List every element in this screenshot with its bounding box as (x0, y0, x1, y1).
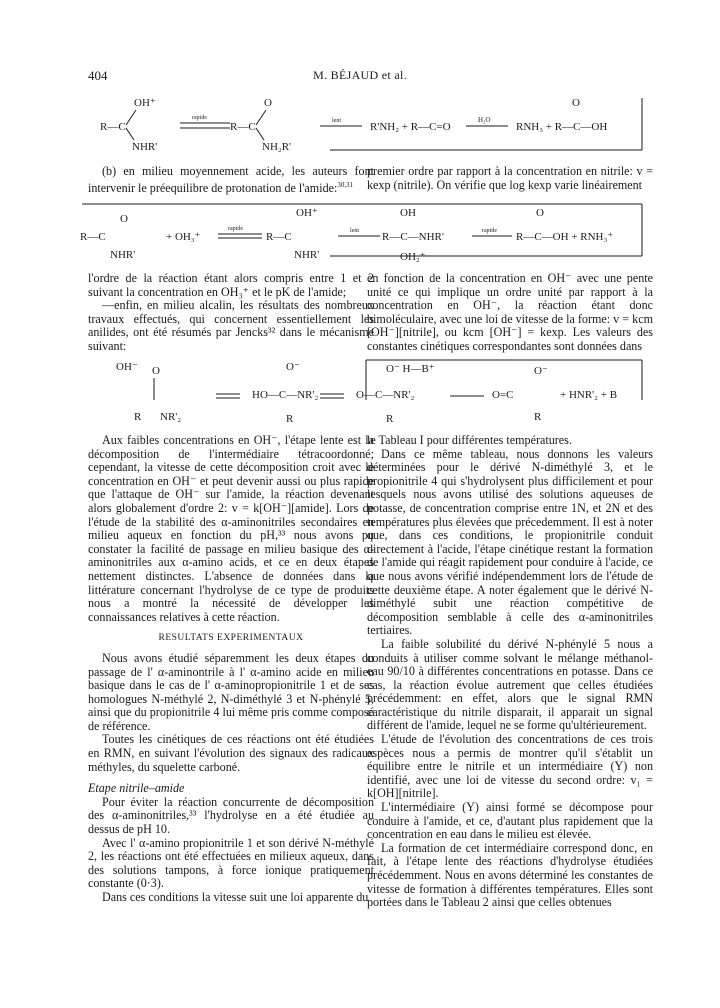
scheme2-label: O (536, 207, 544, 219)
scheme3-label: O⁻ (286, 361, 300, 373)
paragraph-text: —enfin, en milieu alcalin, les résultats des nombreux travaux effectués, qui concernent essentiellement les anilides, ont été résumés par Jencks³² dans le mécanisme suivant: (88, 298, 374, 353)
bond (126, 128, 134, 140)
scheme2-label: OH⁺ (296, 207, 318, 219)
scheme1-label: O (264, 97, 272, 109)
paragraph-text: Nous avons étudié séparemment les deux étapes du passage de l' α-aminontrile à l' α-amino acide en milieu basique dans le cas de l' α-aminopropionitrile 1 et de ses homologues N-méthylé 2, N-diméthylé 3 et N-phénylé 5, ainsi que du propionitrile 4 lui même pris comme composé de référence. (88, 650, 374, 733)
scheme2-label: lent (350, 228, 359, 234)
bond (126, 110, 136, 125)
scheme3-label: R (534, 411, 542, 423)
scheme1-label: H₂O (478, 116, 491, 124)
scheme3-label: O=C (492, 389, 514, 401)
subsection-heading: Etape nitrile–amide (88, 781, 185, 796)
scheme3-label: O⁻ H—B⁺ (386, 363, 435, 375)
paragraph-text: Dans ce même tableau, nous donnons les valeurs déterminées pour le dérivé N-diméthylé 3, et le propionitrile 4 qui s'hydrolysent plus difficilement et pour lesquels nous avons utilisé des solutions aqueuses de potasse, de concentration comprise entre 1N, et 2N et des températures plus élevées que précedemment. Il est à noter que, dans ces conditions, le propionitrile conduit directement à l'acide, l'étape cinétique restant la formation de l'amide qui réagit rapidement pour conduire à l'acide, ce que nous avons vérifié indépendemment lors de l'étude de cette deuxième étape. A noter également que le dérivé N-diméthylé subit une réaction compétitive de décomposition semblable à celle des α-aminonitriles tertiaires. (367, 446, 653, 638)
paragraph-text: Toutes les cinétiques de ces réactions ont été étudiées en RMN, en suivant l'évolution des signaux des radicaux méthyles, du squelette carboné. (88, 732, 374, 774)
scheme3-label: OH⁻ (116, 361, 138, 373)
scheme3-label: + HNR'₂ + B (560, 389, 618, 401)
scheme3-label: O (152, 365, 160, 377)
right-column (367, 434, 653, 910)
scheme1-label: R'NH₂ + R—C=O (370, 121, 451, 133)
paragraph-text: premier ordre par rapport à la concentration en nitrile: v = kexp (nitrile). On vérifie que log kexp varie linéairement (367, 164, 653, 192)
page-number: 404 (88, 68, 108, 83)
scheme3-label: R (134, 411, 142, 423)
middle-left (88, 272, 374, 354)
reaction-scheme-3 (80, 356, 650, 428)
bond (256, 128, 264, 140)
scheme1-label: R—C (230, 121, 256, 133)
reaction-scheme-2 (80, 198, 650, 262)
scheme3-label: O—C—NR'₂ (356, 389, 415, 401)
scheme3-label: HO—C—NR'₂ (252, 389, 319, 401)
scheme2-label: rapide (482, 228, 497, 234)
paragraph-text: en fonction de la concentration en OH⁻ avec une pente unité ce qui implique un ordre unité par rapport à la concentration en OH⁻, la réaction étant donc bimoléculaire, avec une loi de vitesse de la forme: v = kcm [OH⁻][nitrile], ou kcm [OH⁻] = kexp. Les valeurs des constantes cinétiques correspondantes sont données dans (367, 271, 653, 353)
left-column (88, 434, 374, 905)
scheme2-label: O (120, 213, 128, 225)
scheme2-label: R—C (266, 231, 292, 243)
bond (256, 110, 266, 125)
scheme1-label: R—C (100, 121, 126, 133)
paragraph-text: (b) en milieu moyennement acide, les auteurs font intervenir le préequilibre de protonation de l'amide: (88, 164, 374, 195)
scheme1-label: lent (332, 118, 341, 124)
paragraph-text: Avec l' α-amino propionitrile 1 et son dérivé N-méthylé 2, les réactions ont été effectuées en milieux aqueux, dans des solutions tampons, à force ionique pratiquement constante (0·3). (88, 835, 374, 891)
paragraph-text: Pour éviter la réaction concurrente de décomposition des α-aminonitriles,³³ l'hydrolyse en a été étudiée au dessus de pH 10. (88, 794, 374, 837)
scheme1-label: OH⁺ (134, 97, 156, 109)
scheme2-label: R—C—NHR' (382, 231, 444, 243)
scheme1-label: NH₂R' (262, 141, 292, 153)
paragraph-text: La formation de cet intermédiaire correspond donc, en fait, à l'étape lente des réactions d'hydrolyse étudiées précédemment. Nous en avons déterminé les constantes de vitesse de formation à différentes températures. Elles sont portées dans le Tableau 2 ainsi que celles obtenues (367, 840, 653, 910)
scheme1-label: rapide (192, 115, 207, 121)
reference-superscript: 30,31 (337, 180, 354, 189)
scheme2-label: R—C (80, 231, 106, 243)
scheme1-label: NHR' (132, 141, 158, 153)
paragraph-text: L'étude de l'évolution des concentrations de ces trois espèces nous a permis de montrer qu'il s'établit un équilibre entre le nitrile et un intermédiaire (Y) non identifié, avec une loi de vitesse du second ordre: v₁ = k[OH][nitrile]. (367, 732, 653, 801)
intro-right (367, 165, 653, 192)
scheme3-label: R (386, 413, 394, 425)
scheme2-label: NHR' (294, 249, 320, 261)
scheme2-label: R—C—OH + RNH₃⁺ (516, 231, 614, 243)
intro-left (88, 165, 374, 195)
paragraph-text: Aux faibles concentrations en OH⁻, l'étape lente est la décomposition de l'intermédiaire tétracoordonné; cependant, la vitesse de cette décomposition croit avec le concentration en OH⁻ et peut devenir aussi ou plus rapide que l'attaque de OH⁻ sur l'amide, la réaction devenant alors globalement d'ordre 2: v = k[OH⁻][amide]. Lors de l'étude de la stabilité des α-aminonitriles secondaires en milieu aqueux en fonction du pH,³³ nous avons pu constater la facilité de passage en milieu basique des α-aminonitriles aux α-amino acids, et ce en deux étapes nettement distinctes. L'absence de données dans la littérature concernant l'hydrolyse de ce type de produits nous a montré la nécessité de développer les connaissances relatives à cette réaction. (88, 433, 374, 624)
scheme2-label: + OH₃⁺ (166, 231, 201, 243)
section-heading: RESULTATS EXPERIMENTAUX (158, 633, 304, 644)
paragraph-text: Dans ces conditions la vitesse suit une loi apparente du (102, 890, 369, 904)
paragraph-text: L'intermédiaire (Y) ainsi formé se décompose pour conduire à l'amide, et ce, d'autant plus rapidement que la concentration en eau dans le milieu est élevée. (367, 800, 653, 842)
scheme2-label: OH (400, 207, 416, 219)
paragraph-text: l'ordre de la réaction étant alors compris entre 1 et 2 suivant la concentration en OH₃⁺ et le pK de l'amide; (88, 271, 374, 299)
middle-right (367, 272, 653, 354)
scheme1-label: O (572, 97, 580, 109)
scheme2-label: rapide (228, 226, 243, 232)
reaction-scheme-1 (80, 92, 650, 156)
scheme2-label: OH₂⁺ (400, 251, 426, 262)
scheme3-label: R (286, 413, 294, 425)
running-title: M. BÉJAUD et al. (313, 68, 407, 82)
paragraph-text: le Tableau I pour différentes températures. (367, 433, 572, 447)
scheme1-label: RNH₃ + R—C—OH (516, 121, 608, 133)
scheme3-label: O⁻ (534, 365, 548, 377)
scheme2-label: NHR' (110, 249, 136, 261)
scheme3-label: NR'₂ (160, 411, 182, 423)
paragraph-text: La faible solubilité du dérivé N-phénylé 5 nous a conduits à utiliser comme solvant le mélange méthanol-eau 90/10 à différentes concentrations en potasse. Dans ce cas, la réaction évolue autrement que celles étudiées précédemment: en effet, alors que le signal RMN caractéristique du nitrile disparait, il apparait un signal différent de l'amide, lequel ne se forme qu'ultérieurement. (367, 636, 653, 733)
